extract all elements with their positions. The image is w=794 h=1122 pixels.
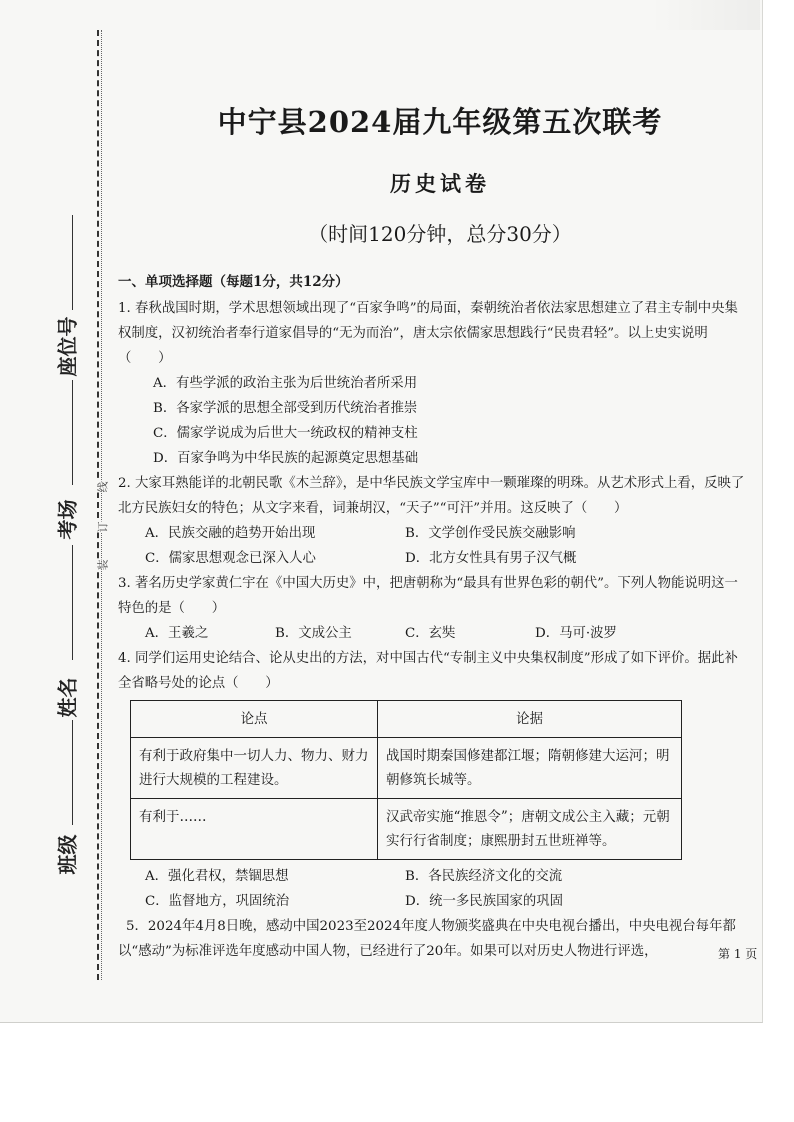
question-text: 4. 同学们运用史论结合、论从史出的方法，对中国古代“专制主义中央集权制度”形成了如下评价。据此补全省略号处的论点（ ）	[118, 651, 738, 691]
option-c: C．玄奘	[405, 626, 456, 641]
section-title: 一、单项选择题（每题1分，共12分）	[118, 274, 349, 290]
option-a: A．强化君权，禁锢思想	[145, 869, 289, 884]
name-underline	[72, 545, 73, 660]
options-row	[145, 546, 750, 571]
option-d: D．统一多民族国家的巩固	[405, 894, 564, 909]
name-label: 姓名	[55, 677, 80, 718]
question-text: 3. 著名历史学家黄仁宇在《中国大历史》中，把唐朝称为“最具有世界色彩的朝代”。下列人物能说明这一特色的是（ ）	[118, 576, 738, 616]
table-header: 论据	[378, 701, 682, 738]
scan-shadow	[650, 0, 760, 30]
class-label: 班级	[55, 834, 80, 875]
option-c: C．儒家思想观念已深入人心	[145, 551, 316, 566]
option-b: B．各家学派的思想全部受到历代统治者推崇	[153, 401, 418, 416]
binding-char-xian: 装	[94, 560, 112, 571]
options-row	[145, 889, 750, 914]
binding-dashed-line	[97, 30, 99, 980]
question-4	[118, 646, 750, 914]
options-row	[145, 621, 750, 646]
option-d: D．马可·波罗	[535, 626, 617, 641]
class-underline	[72, 720, 73, 825]
table-header: 论点	[131, 701, 378, 738]
table-cell: 战国时期秦国修建都江堰；隋朝修建大运河；明朝修筑长城等。	[378, 738, 682, 799]
table-cell: 有利于政府集中一切人力、物力、财力进行大规模的工程建设。	[131, 738, 378, 799]
question-5	[118, 914, 750, 964]
option-b: B．文学创作受民族交融影响	[405, 526, 576, 541]
room-underline	[72, 380, 73, 485]
option-b: B．文成公主	[275, 626, 352, 641]
option-c: C．监督地方，巩固统治	[145, 894, 290, 909]
exam-info: （时间120分钟，总分30分）	[308, 222, 572, 246]
question-3	[118, 571, 750, 646]
exam-title: 中宁县2024届九年级第五次联考	[217, 105, 663, 139]
table-cell: 有利于……	[131, 799, 378, 860]
option-b: B．各民族经济文化的交流	[405, 869, 563, 884]
question-text: 2. 大家耳熟能详的北朝民歌《木兰辞》，是中华民族文学宝库中一颗璀璨的明珠。从艺术形式上看，反映了北方民族妇女的特色；从文字来看，词兼胡汉，“天子”“可汗”并用。这反映了（ ）	[118, 476, 745, 516]
option-a: A．有些学派的政治主张为后世统治者所采用	[153, 376, 418, 391]
seat-underline	[72, 215, 73, 310]
table-header-row	[131, 701, 682, 738]
options-row	[145, 864, 750, 889]
page-number: 第 1 页	[718, 947, 758, 961]
question-text: 5．2024年4月8日晚，感动中国2023至2024年度人物颁奖盛典在中央电视台播出，中央电视台每年都以“感动”为标准评选年度感动中国人物，已经进行了20年。如果可以对历史人物进行评选，	[118, 919, 736, 959]
options-row	[145, 521, 750, 546]
options-list	[153, 371, 750, 471]
question-2	[118, 471, 750, 571]
option-a: A．民族交融的趋势开始出现	[145, 526, 316, 541]
option-a: A．王羲之	[145, 626, 209, 641]
binding-dotted-line	[101, 30, 102, 980]
room-label: 考场	[55, 499, 80, 540]
question-1	[118, 296, 750, 471]
option-c: C．儒家学说成为后世大一统政权的精神支柱	[153, 426, 418, 441]
binding-char-ding: 订	[94, 522, 112, 533]
exam-subtitle: 历史试卷	[390, 171, 490, 196]
table-cell: 汉武帝实施“推恩令”；唐朝文成公主入藏；元朝实行行省制度；康熙册封五世班禅等。	[378, 799, 682, 860]
question-body	[118, 270, 750, 964]
option-d: D．百家争鸣为中华民族的起源奠定思想基础	[153, 451, 419, 466]
question-text: 1. 春秋战国时期，学术思想领域出现了“百家争鸣”的局面，秦朝统治者依法家思想建立了君主专制中央集权制度，汉初统治者奉行道家倡导的“无为而治”，唐太宗依儒家思想践行“民贵君轻”。以上史实说明（ ）	[118, 301, 738, 366]
table-row	[131, 799, 682, 860]
option-d: D．北方女性具有男子汉气概	[405, 551, 577, 566]
binding-char-zhuang: 线	[94, 482, 112, 493]
argument-table	[130, 700, 682, 860]
seat-label: 座位号	[55, 316, 80, 377]
table-row	[131, 738, 682, 799]
binding-strip	[0, 0, 120, 1022]
